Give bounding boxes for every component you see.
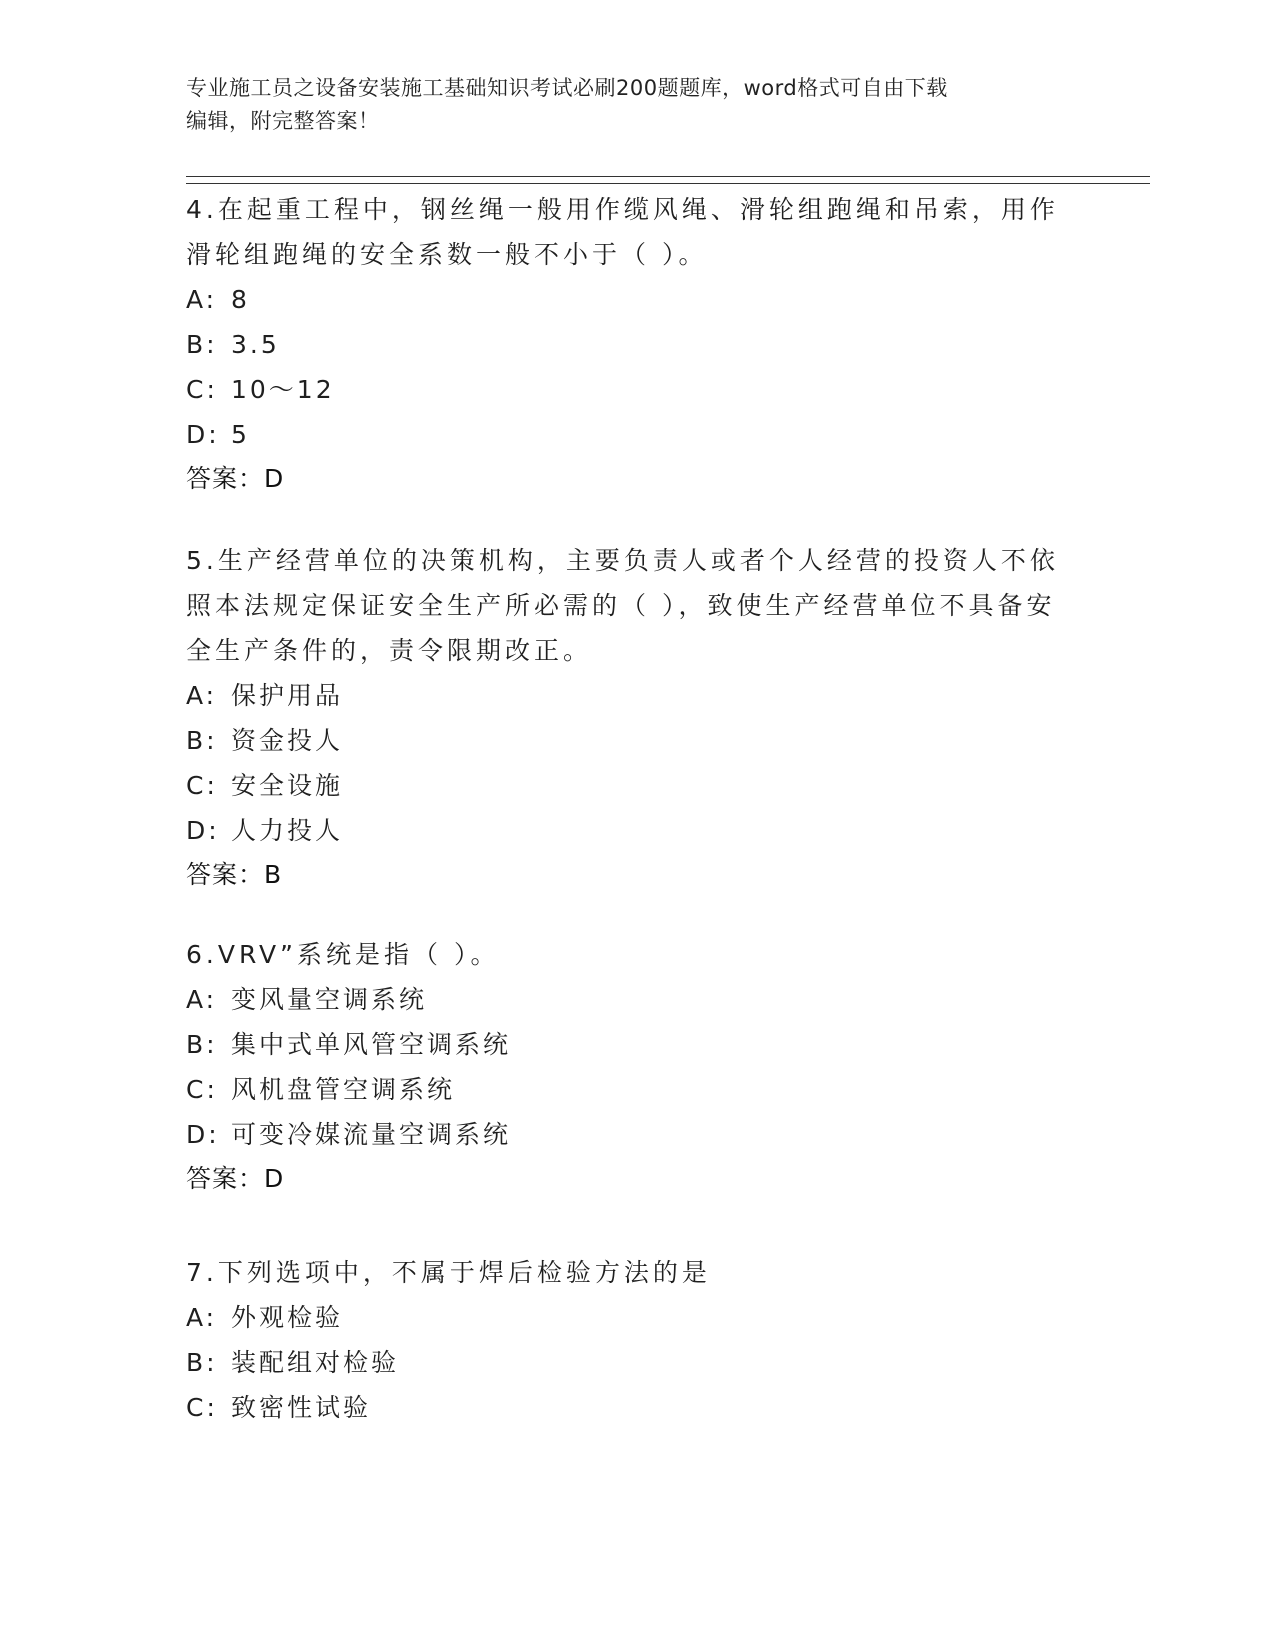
option-a bbox=[186, 977, 1086, 1022]
option-text: 装配组对检验 bbox=[231, 1348, 400, 1377]
option-text: 人力投人 bbox=[231, 816, 344, 845]
question-stem-line: 5.生产经营单位的决策机构，主要负责人或者个人经营的投资人不依 bbox=[186, 546, 1059, 575]
option-letter: B: bbox=[186, 726, 218, 755]
question-stem-line: 滑轮组跑绳的安全系数一般不小于（ ）。 bbox=[186, 240, 708, 269]
option-d bbox=[186, 1112, 1086, 1157]
answer-line bbox=[186, 1157, 1086, 1201]
option-text: 5 bbox=[231, 420, 250, 449]
option-a bbox=[186, 277, 1086, 322]
question-6 bbox=[186, 932, 1086, 1201]
answer-line bbox=[186, 853, 1086, 897]
option-letter: C: bbox=[186, 771, 218, 800]
option-c bbox=[186, 763, 1086, 808]
option-text: 3.5 bbox=[231, 330, 280, 359]
question-stem-line: 7.下列选项中，不属于焊后检验方法的是 bbox=[186, 1258, 711, 1287]
option-letter: C: bbox=[186, 1393, 218, 1422]
question-stem-line: 4.在起重工程中，钢丝绳一般用作缆风绳、滑轮组跑绳和吊索，用作 bbox=[186, 195, 1059, 224]
option-text: 8 bbox=[231, 285, 250, 314]
option-text: 外观检验 bbox=[231, 1303, 344, 1332]
option-letter: C: bbox=[186, 1075, 218, 1104]
option-letter: D: bbox=[186, 816, 220, 845]
option-text: 集中式单风管空调系统 bbox=[231, 1030, 512, 1059]
header-title-line-2: 编辑，附完整答案！ bbox=[186, 109, 380, 133]
question-stem-line: 全生产条件的，责令限期改正。 bbox=[186, 636, 593, 665]
option-letter: B: bbox=[186, 1348, 218, 1377]
option-text: 安全设施 bbox=[231, 771, 344, 800]
option-d bbox=[186, 412, 1086, 457]
option-letter: A: bbox=[186, 985, 218, 1014]
option-text: 保护用品 bbox=[231, 681, 344, 710]
option-c bbox=[186, 367, 1086, 412]
answer-prefix: 答案： bbox=[186, 860, 265, 889]
question-stem-line: 6.VRV”系统是指（ ）。 bbox=[186, 940, 500, 969]
option-c bbox=[186, 1385, 1086, 1430]
answer-value: D bbox=[264, 1164, 285, 1193]
document-header bbox=[186, 72, 1066, 138]
option-letter: A: bbox=[186, 1303, 218, 1332]
answer-prefix: 答案： bbox=[186, 464, 265, 493]
answer-line bbox=[186, 457, 1086, 501]
option-a bbox=[186, 1295, 1086, 1340]
option-letter: B: bbox=[186, 1030, 218, 1059]
option-letter: D: bbox=[186, 1120, 220, 1149]
question-stem-line: 照本法规定保证安全生产所必需的（ ），致使生产经营单位不具备安 bbox=[186, 591, 1056, 620]
option-a bbox=[186, 673, 1086, 718]
answer-value: D bbox=[264, 464, 285, 493]
option-b bbox=[186, 1022, 1086, 1067]
option-text: 可变冷媒流量空调系统 bbox=[231, 1120, 512, 1149]
option-b bbox=[186, 1340, 1086, 1385]
option-d bbox=[186, 808, 1086, 853]
answer-prefix: 答案： bbox=[186, 1164, 265, 1193]
option-text: 资金投人 bbox=[231, 726, 344, 755]
option-text: 变风量空调系统 bbox=[231, 985, 428, 1014]
option-letter: A: bbox=[186, 285, 218, 314]
option-b bbox=[186, 322, 1086, 367]
question-5 bbox=[186, 538, 1086, 897]
option-letter: A: bbox=[186, 681, 218, 710]
header-title-line-1: 专业施工员之设备安装施工基础知识考试必刷200题题库，word格式可自由下载 bbox=[186, 76, 948, 100]
option-c bbox=[186, 1067, 1086, 1112]
option-b bbox=[186, 718, 1086, 763]
option-text: 致密性试验 bbox=[231, 1393, 372, 1422]
question-7 bbox=[186, 1250, 1086, 1430]
option-letter: D: bbox=[186, 420, 220, 449]
answer-value: B bbox=[264, 860, 283, 889]
header-double-rule bbox=[186, 176, 1150, 184]
question-4 bbox=[186, 187, 1086, 501]
option-text: 风机盘管空调系统 bbox=[231, 1075, 456, 1104]
option-letter: C: bbox=[186, 375, 218, 404]
option-text: 10～12 bbox=[231, 375, 335, 404]
option-letter: B: bbox=[186, 330, 218, 359]
